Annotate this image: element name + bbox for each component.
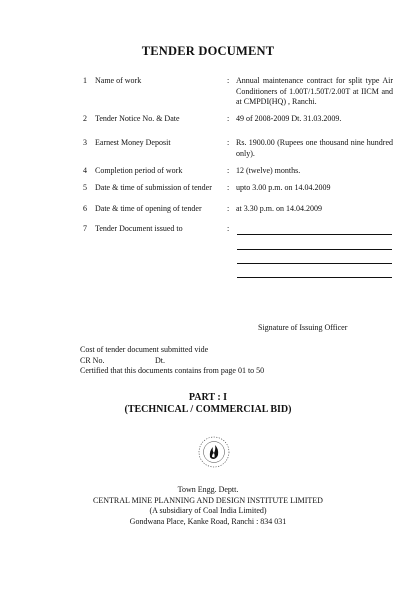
part-heading [0,392,416,416]
part-number: PART : I [188,392,228,403]
cost-block [80,345,264,377]
row-value: 12 (twelve) months. [236,166,301,175]
row-label: Date & time of opening of tender [95,204,202,213]
row-label: Earnest Money Deposit [95,138,171,147]
issued-to-blank-line [237,277,392,278]
row-colon: : [227,76,230,85]
cr-date-label: Dt. [155,355,165,365]
row-label: Name of work [95,76,142,85]
row-number: 5 [83,183,87,192]
cr-line [80,356,264,367]
issued-to-blank-line [237,263,392,264]
row-number: 7 [83,224,87,233]
row-number: 2 [83,114,87,123]
row-label: Completion period of work [95,166,183,175]
row-colon: : [227,166,230,175]
row-number: 3 [83,138,87,147]
row-value: upto 3.00 p.m. on 14.04.2009 [236,183,331,192]
row-colon: : [227,183,230,192]
issued-to-blank-line [237,249,392,250]
row-value: Annual maintenance contract for split type Air Conditioners of 1.00T/1.50T/2.00T at IICM and at CMPDI(HQ) , Ranchi. [236,76,393,106]
cost-line: Cost of tender document submitted vide [80,345,209,354]
cmpdi-logo-icon [197,435,231,469]
row-number: 1 [83,76,87,85]
subsidiary-note: (A subsidiary of Coal India Limited) [149,506,267,516]
row-colon: : [227,224,230,233]
part-subtitle: (TECHNICAL / COMMERCIAL BID) [124,404,292,415]
signature-caption: Signature of Issuing Officer [258,323,348,332]
row-colon: : [227,204,230,213]
document-title: TENDER DOCUMENT [141,44,275,58]
issued-to-blank-line [237,234,392,235]
row-value: Rs. 1900.00 (Rupees one thousand nine hundred only). [236,138,393,158]
row-label: Tender Document issued to [95,224,183,233]
row-value: 49 of 2008-2009 Dt. 31.03.2009. [236,114,342,123]
organization-name: CENTRAL MINE PLANNING AND DESIGN INSTITUTE LIMITED [93,495,323,505]
organization-address: Gondwana Place, Kanke Road, Ranchi : 834 031 [129,516,287,526]
row-label: Tender Notice No. & Date [95,114,180,123]
row-number: 4 [83,166,87,175]
row-number: 6 [83,204,87,213]
cr-number-label: CR No. [80,355,105,365]
row-colon: : [227,114,230,123]
certified-line: Certified that this documents contains from page 01 to 50 [80,366,265,375]
department-name: Town Engg. Deptt. [177,485,239,494]
row-colon: : [227,138,230,147]
row-value: at 3.30 p.m. on 14.04.2009 [236,204,322,213]
organization-footer [0,485,416,527]
row-label: Date & time of submission of tender [95,183,212,192]
